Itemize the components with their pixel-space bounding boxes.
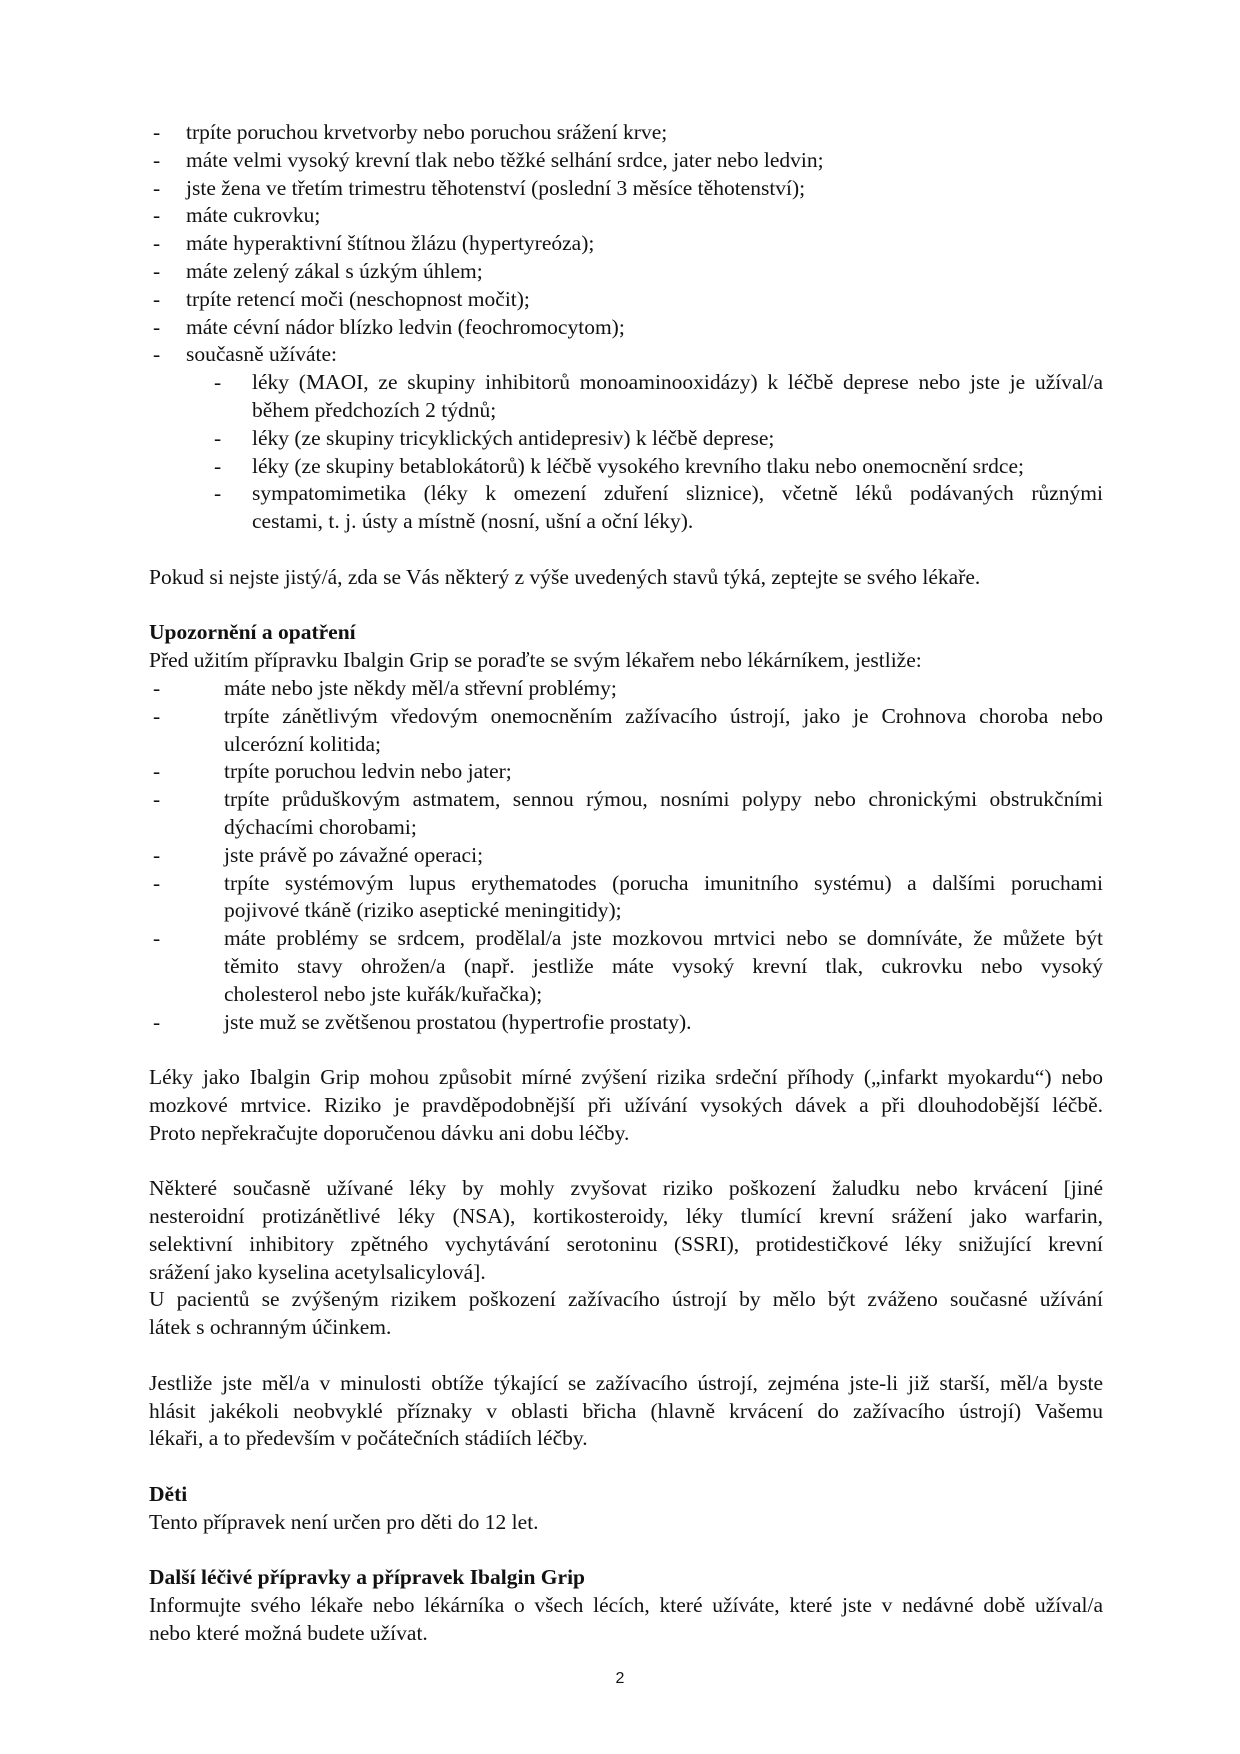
list-item [149,147,1103,175]
paragraph [149,647,1103,675]
list-item [149,786,1103,842]
text-line: trpíte průduškovým astmatem, sennou rýmou, nosními polypy nebo chronickými obstrukčními [224,787,1103,812]
text-line: mozkové mrtvice. Riziko je pravděpodobnější při užívání vysokých dávek a při dlouhodobější léčbě. [149,1092,1103,1117]
section-heading [149,1481,1103,1509]
list-item [149,175,1103,203]
list-item-text [186,147,1103,175]
text-line: Děti [149,1482,188,1507]
text-line: Léky jako Ibalgin Grip mohou způsobit mírné zvýšení rizika srdeční příhody („infarkt myokardu“) nebo [149,1065,1103,1090]
text-line: sympatomimetika (léky k omezení zduření sliznice), včetně léků podávaných různými [252,481,1103,506]
text-line: trpíte systémovým lupus erythematodes (porucha imunitního systému) a dalšími poruchami [224,870,1103,895]
list-item-text [224,703,1103,759]
sub-bullet-list [149,369,1103,536]
dash-bullet-icon: - [153,175,161,200]
text-line: hlásit jakékoli neobvyklé příznaky v oblasti břicha (hlavně krvácení do zažívacího ústrojí) Vašemu [149,1398,1103,1423]
dash-bullet-icon: - [153,1009,161,1034]
list-item-text [224,842,1103,870]
dash-bullet-icon: - [214,453,222,478]
text-line: Tento přípravek není určen pro děti do 12 let. [149,1509,539,1534]
list-item-text [252,453,1103,481]
list-item [149,870,1103,926]
document-page [149,119,1103,1648]
dash-bullet-icon: - [153,314,161,339]
list-item-text [224,925,1103,1008]
dash-bullet-icon: - [153,703,161,728]
text-line: trpíte poruchou krvetvorby nebo poruchou srážení krve; [186,120,668,144]
text-line: ulcerózní kolitida; [224,731,382,756]
text-line: nebo které možná budete užívat. [149,1621,428,1646]
dash-bullet-icon: - [153,926,161,951]
list-item [149,480,1103,536]
list-item [149,703,1103,759]
text-line: léky (ze skupiny betablokátorů) k léčbě vysokého krevního tlaku nebo onemocnění srdce; [252,453,1024,478]
list-item [149,675,1103,703]
list-item [149,314,1103,342]
paragraph [149,1286,1103,1342]
list-item-text [186,202,1103,230]
text-line: současně užíváte: [186,342,338,367]
dash-bullet-icon: - [153,870,161,895]
blank-line [149,1147,1103,1175]
text-line: jste právě po závažné operaci; [224,842,484,867]
dash-bullet-icon: - [153,787,161,812]
list-item [149,842,1103,870]
text-line: pojivové tkáně (riziko aseptické meningitidy); [224,898,622,923]
text-line: selektivní inhibitory zpětného vychytávání serotoninu (SSRI), protidestičkové léky snižující krevní [149,1231,1103,1256]
text-line: U pacientů se zvýšeným rizikem poškození zažívacího ústrojí by mělo být zváženo současné užívání [149,1287,1103,1312]
dash-bullet-icon: - [153,203,161,228]
dash-bullet-icon: - [214,370,222,395]
dash-bullet-icon: - [153,147,161,172]
list-item-text [252,480,1103,536]
list-item-text [186,230,1103,258]
list-item [149,1009,1103,1037]
list-item [149,341,1103,369]
text-line: jste muž se zvětšenou prostatou (hypertrofie prostaty). [224,1009,692,1034]
dash-bullet-icon: - [214,481,222,506]
list-item-text [186,286,1103,314]
list-item-text [252,369,1103,425]
text-line: srážení jako kyselina acetylsalicylová]. [149,1259,486,1284]
paragraph [149,1064,1103,1147]
blank-line [149,1342,1103,1370]
bullet-list [149,675,1103,1036]
list-item-text [186,314,1103,342]
list-item [149,369,1103,425]
paragraph [149,1175,1103,1286]
text-line: cestami, t. j. ústy a místně (nosní, ušní a oční léky). [252,509,694,534]
text-line: Další léčivé přípravky a přípravek Ibalgin Grip [149,1565,585,1590]
text-line: máte problémy se srdcem, prodělal/a jste mozkovou mrtvici nebo se domníváte, že můžete být [224,926,1103,951]
dash-bullet-icon: - [153,759,161,784]
list-item [149,119,1103,147]
list-item [149,230,1103,258]
dash-bullet-icon: - [153,342,161,367]
text-line: máte hyperaktivní štítnou žlázu (hypertyreóza); [186,231,595,256]
text-line: nesteroidní protizánětlivé léky (NSA), kortikosteroidy, léky tlumící krevní srážení jako warfarin, [149,1204,1103,1229]
text-line: Některé současně užívané léky by mohly zvyšovat riziko poškození žaludku nebo krvácení [jiné [149,1176,1103,1201]
dash-bullet-icon: - [153,258,161,283]
text-line: léky (ze skupiny tricyklických antidepresiv) k léčbě deprese; [252,425,775,450]
dash-bullet-icon: - [153,231,161,256]
list-item [149,425,1103,453]
blank-line [149,592,1103,620]
text-line: trpíte zánětlivým vředovým onemocněním zažívacího ústrojí, jako je Crohnova choroba nebo [224,703,1103,728]
list-item-text [224,675,1103,703]
text-line: trpíte retencí moči (neschopnost močit); [186,286,530,311]
dash-bullet-icon: - [153,120,161,144]
list-item-text [186,119,1103,147]
list-item-text [224,870,1103,926]
text-line: dýchacími chorobami; [224,814,417,839]
paragraph [149,1509,1103,1537]
text-line: těmito stavy ohrožen/a (např. jestliže máte vysoký krevní tlak, cukrovku nebo vysoký [224,953,1103,978]
text-line: Informujte svého lékaře nebo lékárníka o všech lécích, které užíváte, které jste v nedávné době užíval/a [149,1593,1103,1618]
dash-bullet-icon: - [153,286,161,311]
paragraph [149,1592,1103,1648]
text-line: léky (MAOI, ze skupiny inhibitorů monoaminooxidázy) k léčbě deprese nebo jste je užíval/a [252,370,1103,395]
list-item [149,758,1103,786]
list-item-text [224,758,1103,786]
text-line: cholesterol nebo jste kuřák/kuřačka); [224,981,543,1006]
text-line: trpíte poruchou ledvin nebo jater; [224,759,512,784]
list-item-text [186,258,1103,286]
list-item [149,202,1103,230]
list-item [149,286,1103,314]
list-item-text [186,175,1103,203]
list-item [149,258,1103,286]
list-item-text [252,425,1103,453]
paragraph [149,564,1103,592]
dash-bullet-icon: - [153,675,161,700]
blank-line [149,1537,1103,1565]
section-heading [149,1564,1103,1592]
text-line: Pokud si nejste jistý/á, zda se Vás některý z výše uvedených stavů týká, zeptejte se svého lékaře. [149,564,981,589]
list-item-text [224,786,1103,842]
text-line: máte cévní nádor blízko ledvin (feochromocytom); [186,314,625,339]
bullet-list [149,119,1103,369]
list-item-text [186,341,1103,369]
page-number: 2 [615,1670,625,1687]
blank-line [149,1036,1103,1064]
text-line: Před užitím přípravku Ibalgin Grip se poraďte se svým lékařem nebo lékárníkem, jestliže: [149,648,922,673]
dash-bullet-icon: - [153,842,161,867]
text-line: Jestliže jste měl/a v minulosti obtíže týkající se zažívacího ústrojí, zejména jste-li již starší, měl/a byste [149,1370,1103,1395]
text-line: látek s ochranným účinkem. [149,1315,392,1340]
text-line: jste žena ve třetím trimestru těhotenství (poslední 3 měsíce těhotenství); [186,175,806,200]
text-line: máte velmi vysoký krevní tlak nebo těžké selhání srdce, jater nebo ledvin; [186,147,824,172]
text-line: máte zelený zákal s úzkým úhlem; [186,258,483,283]
text-line: Upozornění a opatření [149,620,356,645]
text-line: lékaři, a to především v počátečních stádiích léčby. [149,1426,588,1451]
blank-line [149,1453,1103,1481]
list-item [149,925,1103,1008]
text-line: máte cukrovku; [186,203,321,228]
text-line: Proto nepřekračujte doporučenou dávku ani dobu léčby. [149,1120,630,1145]
list-item-text [224,1009,1103,1037]
paragraph [149,1370,1103,1453]
blank-line [149,536,1103,564]
text-line: během předchozích 2 týdnů; [252,397,497,422]
list-item [149,453,1103,481]
dash-bullet-icon: - [214,425,222,450]
section-heading [149,619,1103,647]
text-line: máte nebo jste někdy měl/a střevní problémy; [224,675,617,700]
